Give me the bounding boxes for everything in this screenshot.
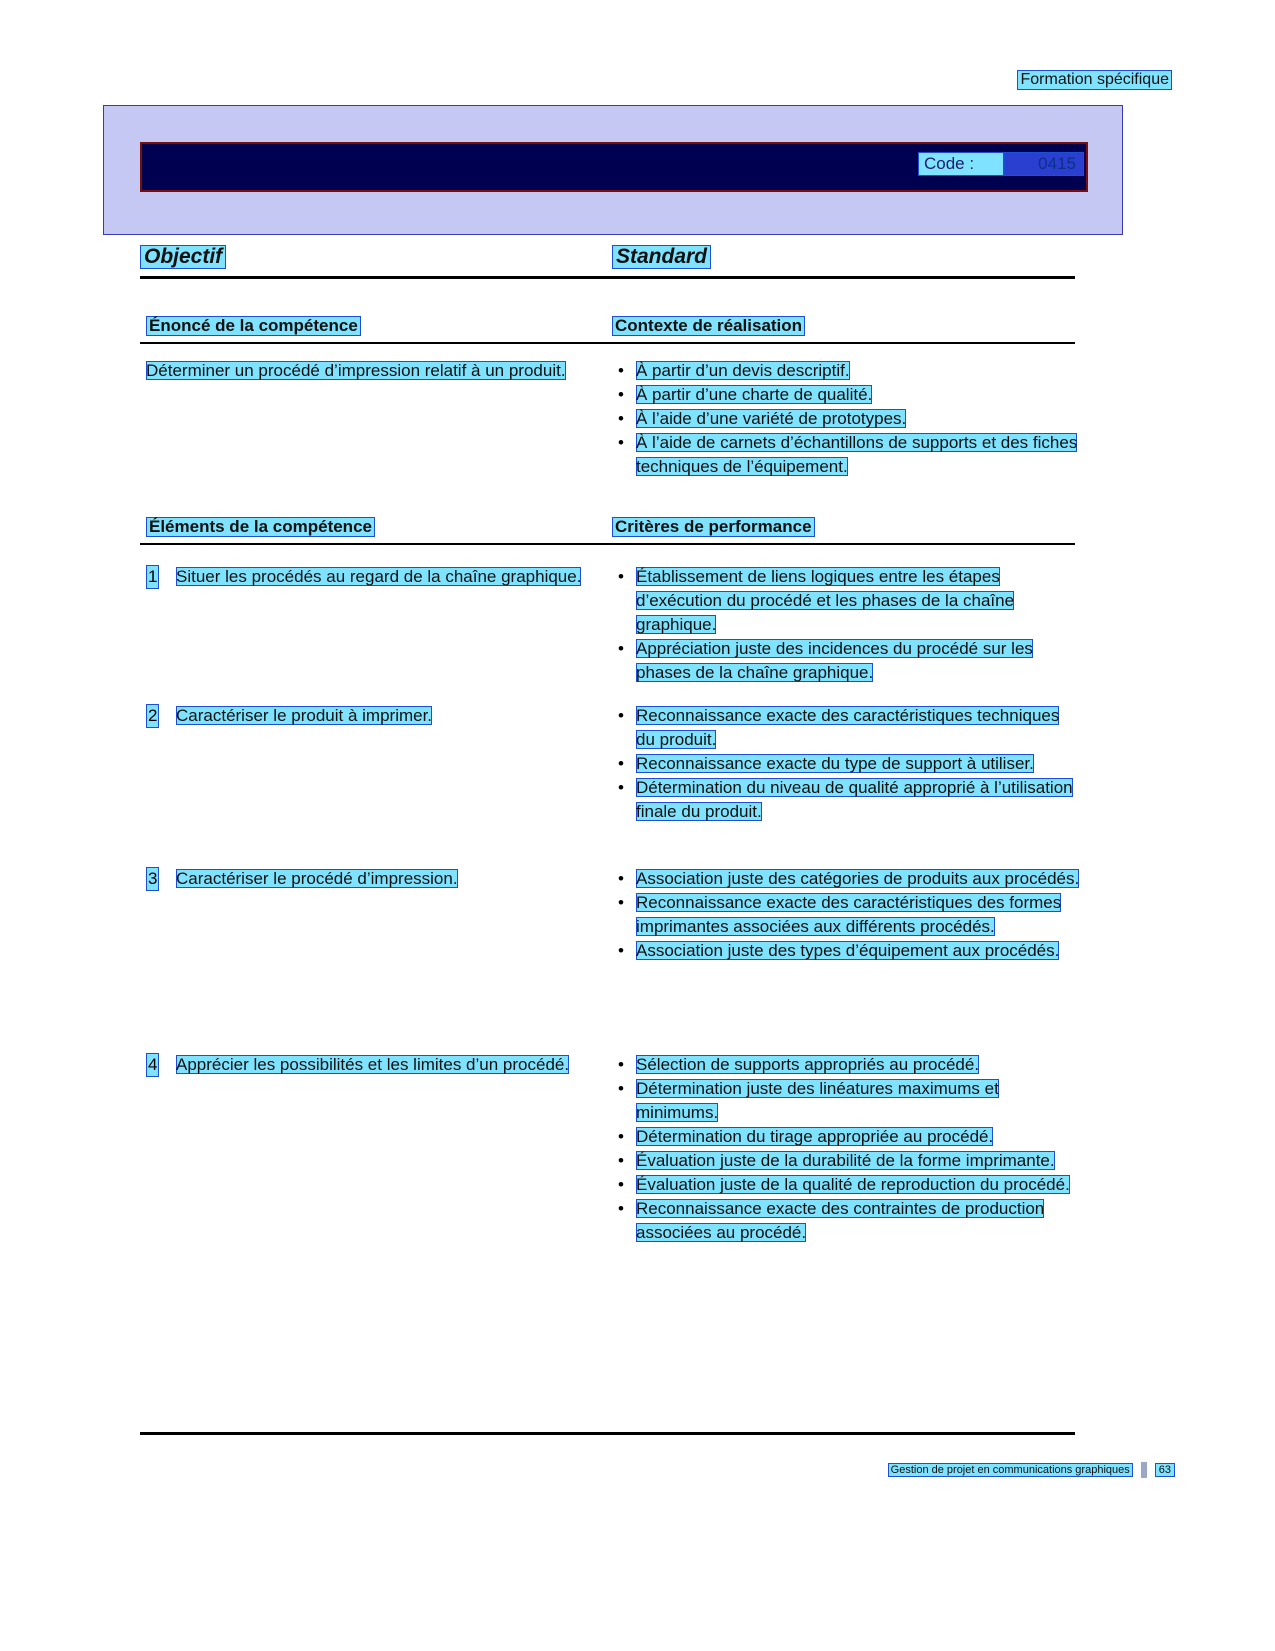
- footer-page-number: 63: [1155, 1463, 1175, 1477]
- element-number-block: [146, 1053, 596, 1077]
- critere-text: Reconnaissance exacte des contraintes de production associées au procédé.: [636, 1199, 1045, 1242]
- critere-text: Évaluation juste de la qualité de reproduction du procédé.: [636, 1175, 1070, 1194]
- element-row-2-right: [612, 704, 1082, 824]
- element-number-block: [146, 704, 596, 728]
- element-number: 4: [146, 1053, 159, 1077]
- criteres-bullets: [612, 867, 1082, 963]
- element-text: Apprécier les possibilités et les limites d’un procédé.: [176, 1055, 570, 1074]
- running-header: Formation spécifique: [1017, 70, 1172, 90]
- footer-separator: [1141, 1462, 1147, 1478]
- list-item: [612, 891, 1082, 939]
- element-row-4-left: [146, 1053, 596, 1077]
- divider-footer: [140, 1432, 1075, 1435]
- code-banner-inner: [140, 142, 1088, 192]
- criteres-bullets: [612, 565, 1082, 685]
- list-item: [612, 1173, 1082, 1197]
- list-item: [612, 752, 1082, 776]
- element-row-2-left: [146, 704, 596, 728]
- list-item: [612, 1125, 1082, 1149]
- contexte-bullets: [612, 359, 1082, 479]
- heading-contexte: Contexte de réalisation: [612, 316, 805, 336]
- element-row-3-right: [612, 867, 1082, 963]
- heading-elements: Éléments de la compétence: [146, 517, 375, 537]
- list-item: [612, 565, 1082, 637]
- element-number-block: [146, 565, 596, 589]
- element-number: 3: [146, 867, 159, 891]
- list-item: [612, 776, 1082, 824]
- code-fields: [918, 152, 1084, 176]
- critere-text: Association juste des types d’équipement aux procédés.: [636, 941, 1060, 960]
- code-banner: [103, 105, 1123, 235]
- list-item: [612, 867, 1082, 891]
- critere-text: Sélection de supports appropriés au procédé.: [636, 1055, 980, 1074]
- element-text: Caractériser le produit à imprimer.: [176, 706, 433, 725]
- list-item: [612, 939, 1082, 963]
- element-number: 1: [146, 565, 159, 589]
- contexte-item-text: À l’aide de carnets d’échantillons de supports et des fiches techniques de l’équipement.: [636, 433, 1078, 476]
- list-item: [612, 431, 1082, 479]
- element-row-1-right: [612, 565, 1082, 685]
- divider-elements: [140, 543, 1075, 545]
- contexte-list: [612, 359, 1082, 479]
- element-number: 2: [146, 704, 159, 728]
- list-item: [146, 1053, 596, 1077]
- contexte-item-text: À partir d’une charte de qualité.: [636, 385, 873, 404]
- critere-text: Reconnaissance exacte des caractéristiques des formes imprimantes associées aux différents procédés.: [636, 893, 1062, 936]
- page-footer: [888, 1462, 1175, 1478]
- list-item: [612, 704, 1082, 752]
- list-item: [146, 867, 596, 891]
- element-number-block: [146, 867, 596, 891]
- code-value: 0415: [1004, 152, 1084, 176]
- divider-enonce: [140, 342, 1075, 344]
- critere-text: Appréciation juste des incidences du procédé sur les phases de la chaîne graphique.: [636, 639, 1033, 682]
- criteres-bullets: [612, 1053, 1082, 1245]
- list-item: [612, 383, 1082, 407]
- critere-text: Détermination juste des linéatures maximums et minimums.: [636, 1079, 999, 1122]
- critere-text: Reconnaissance exacte des caractéristiques techniques du produit.: [636, 706, 1060, 749]
- critere-text: Évaluation juste de la durabilité de la forme imprimante.: [636, 1151, 1055, 1170]
- list-item: [612, 1149, 1082, 1173]
- critere-text: Reconnaissance exacte du type de support à utiliser.: [636, 754, 1034, 773]
- contexte-item-text: À l’aide d’une variété de prototypes.: [636, 409, 907, 428]
- list-item: [612, 1077, 1082, 1125]
- enonce-text: Déterminer un procédé d’impression relatif à un produit.: [146, 361, 566, 380]
- element-row-1-left: [146, 565, 596, 589]
- enonce-text-block: [146, 359, 576, 383]
- column-titles: [140, 245, 1075, 275]
- list-item: [612, 359, 1082, 383]
- critere-text: Établissement de liens logiques entre les étapes d’exécution du procédé et les phases de la chaîne graphique.: [636, 567, 1015, 634]
- list-item: [612, 407, 1082, 431]
- list-item: [146, 565, 596, 589]
- column-title-standard: Standard: [612, 245, 711, 269]
- contexte-item-text: À partir d’un devis descriptif.: [636, 361, 850, 380]
- heading-enonce: Énoncé de la compétence: [146, 316, 361, 336]
- column-title-objectif: Objectif: [140, 245, 226, 269]
- element-text: Caractériser le procédé d’impression.: [176, 869, 458, 888]
- element-row-3-left: [146, 867, 596, 891]
- code-label: Code :: [918, 152, 1004, 176]
- criteres-bullets: [612, 704, 1082, 824]
- element-text: Situer les procédés au regard de la chaîne graphique.: [176, 567, 582, 586]
- list-item: [612, 1197, 1082, 1245]
- list-item: [612, 637, 1082, 685]
- footer-document-title: Gestion de projet en communications graphiques: [888, 1463, 1133, 1477]
- list-item: [612, 1053, 1082, 1077]
- list-item: [146, 704, 596, 728]
- element-row-4-right: [612, 1053, 1082, 1245]
- divider-top: [140, 276, 1075, 279]
- critere-text: Détermination du niveau de qualité approprié à l’utilisation finale du produit.: [636, 778, 1073, 821]
- critere-text: Détermination du tirage appropriée au procédé.: [636, 1127, 994, 1146]
- heading-criteres: Critères de performance: [612, 517, 815, 537]
- critere-text: Association juste des catégories de produits aux procédés.: [636, 869, 1080, 888]
